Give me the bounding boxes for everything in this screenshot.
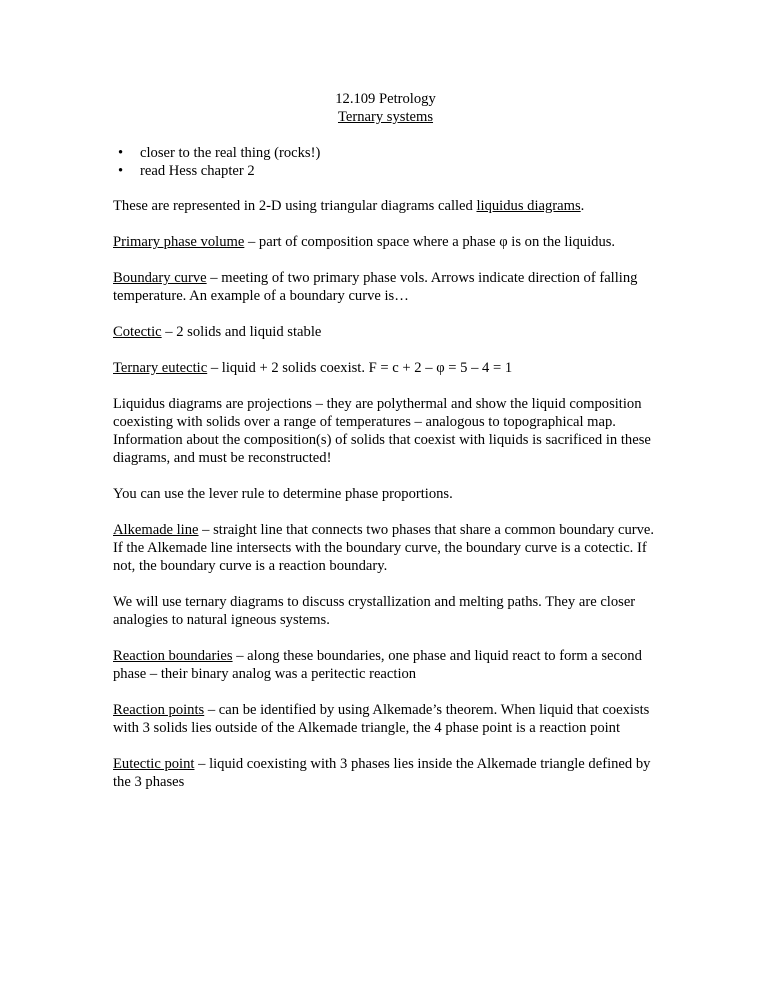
definition-text: – can be identified by using Alkemade’s theorem. When liquid that coexists with 3 solids lies outside of the Alkemade triangle, the 4 phase point is a reaction point — [113, 702, 650, 736]
bullet-text: read Hess chapter 2 — [140, 163, 255, 179]
document-header — [113, 90, 658, 126]
definition-text: – along these boundaries, one phase and liquid react to form a second phase – their binary analog was a peritectic reaction — [113, 648, 642, 682]
definition-reaction-points — [113, 701, 658, 737]
definition-ternary-eutectic — [113, 359, 658, 377]
definition-term: Primary phase volume — [113, 234, 245, 250]
definition-term: Cotectic — [113, 324, 162, 340]
intro-paragraph — [113, 197, 658, 215]
topic-title: Ternary systems — [337, 109, 434, 125]
liquidus-projections-paragraph: Liquidus diagrams are projections – they are polythermal and show the liquid composition coexisting with solids over a range of temperatures – analogous to topographical map. Information about the composition(s) of solids that coexist with liquids is sacrificed in these diagrams, and must be reconstructed! — [113, 396, 651, 466]
definition-term: Alkemade line — [113, 522, 199, 538]
definition-text: – 2 solids and liquid stable — [161, 324, 322, 340]
definition-alkemade-line — [113, 521, 658, 575]
bullet-list — [113, 144, 658, 180]
definition-cotectic — [113, 323, 658, 341]
definition-text: – part of composition space where a phase φ is on the liquidus. — [244, 234, 616, 250]
bullet-icon: • — [118, 145, 124, 161]
definition-term: Boundary curve — [113, 270, 207, 286]
definition-term: Eutectic point — [113, 756, 195, 772]
definition-term: Reaction boundaries — [113, 648, 233, 664]
definition-boundary-curve — [113, 269, 658, 305]
bullet-icon: • — [118, 163, 124, 179]
bullet-text: closer to the real thing (rocks!) — [140, 145, 321, 161]
definition-text: – straight line that connects two phases that share a common boundary curve. If the Alkemade line intersects with the boundary curve, the boundary curve is a cotectic. If not, the boundary curve is a reaction boundary. — [113, 522, 655, 574]
lever-rule-paragraph: You can use the lever rule to determine phase proportions. — [113, 486, 453, 502]
definition-primary-phase-volume — [113, 233, 658, 251]
list-item — [113, 144, 658, 162]
intro-text: These are represented in 2-D using triangular diagrams called — [113, 198, 477, 214]
ternary-use-paragraph: We will use ternary diagrams to discuss crystallization and melting paths. They are closer analogies to natural igneous systems. — [113, 594, 636, 628]
intro-term: liquidus diagrams — [476, 198, 581, 214]
definition-eutectic-point — [113, 755, 658, 791]
intro-end: . — [580, 198, 585, 214]
definition-term: Ternary eutectic — [113, 360, 208, 376]
course-title: 12.109 Petrology — [335, 91, 436, 107]
definition-text: – meeting of two primary phase vols. Arrows indicate direction of falling temperature. An example of a boundary curve is… — [113, 270, 638, 304]
list-item — [113, 162, 658, 180]
document-page — [113, 90, 658, 809]
definition-text: – liquid coexisting with 3 phases lies inside the Alkemade triangle defined by the 3 phases — [113, 756, 651, 790]
definition-reaction-boundaries — [113, 647, 658, 683]
definition-term: Reaction points — [113, 702, 205, 718]
definition-text: – liquid + 2 solids coexist. F = c + 2 – φ = 5 – 4 = 1 — [207, 360, 513, 376]
